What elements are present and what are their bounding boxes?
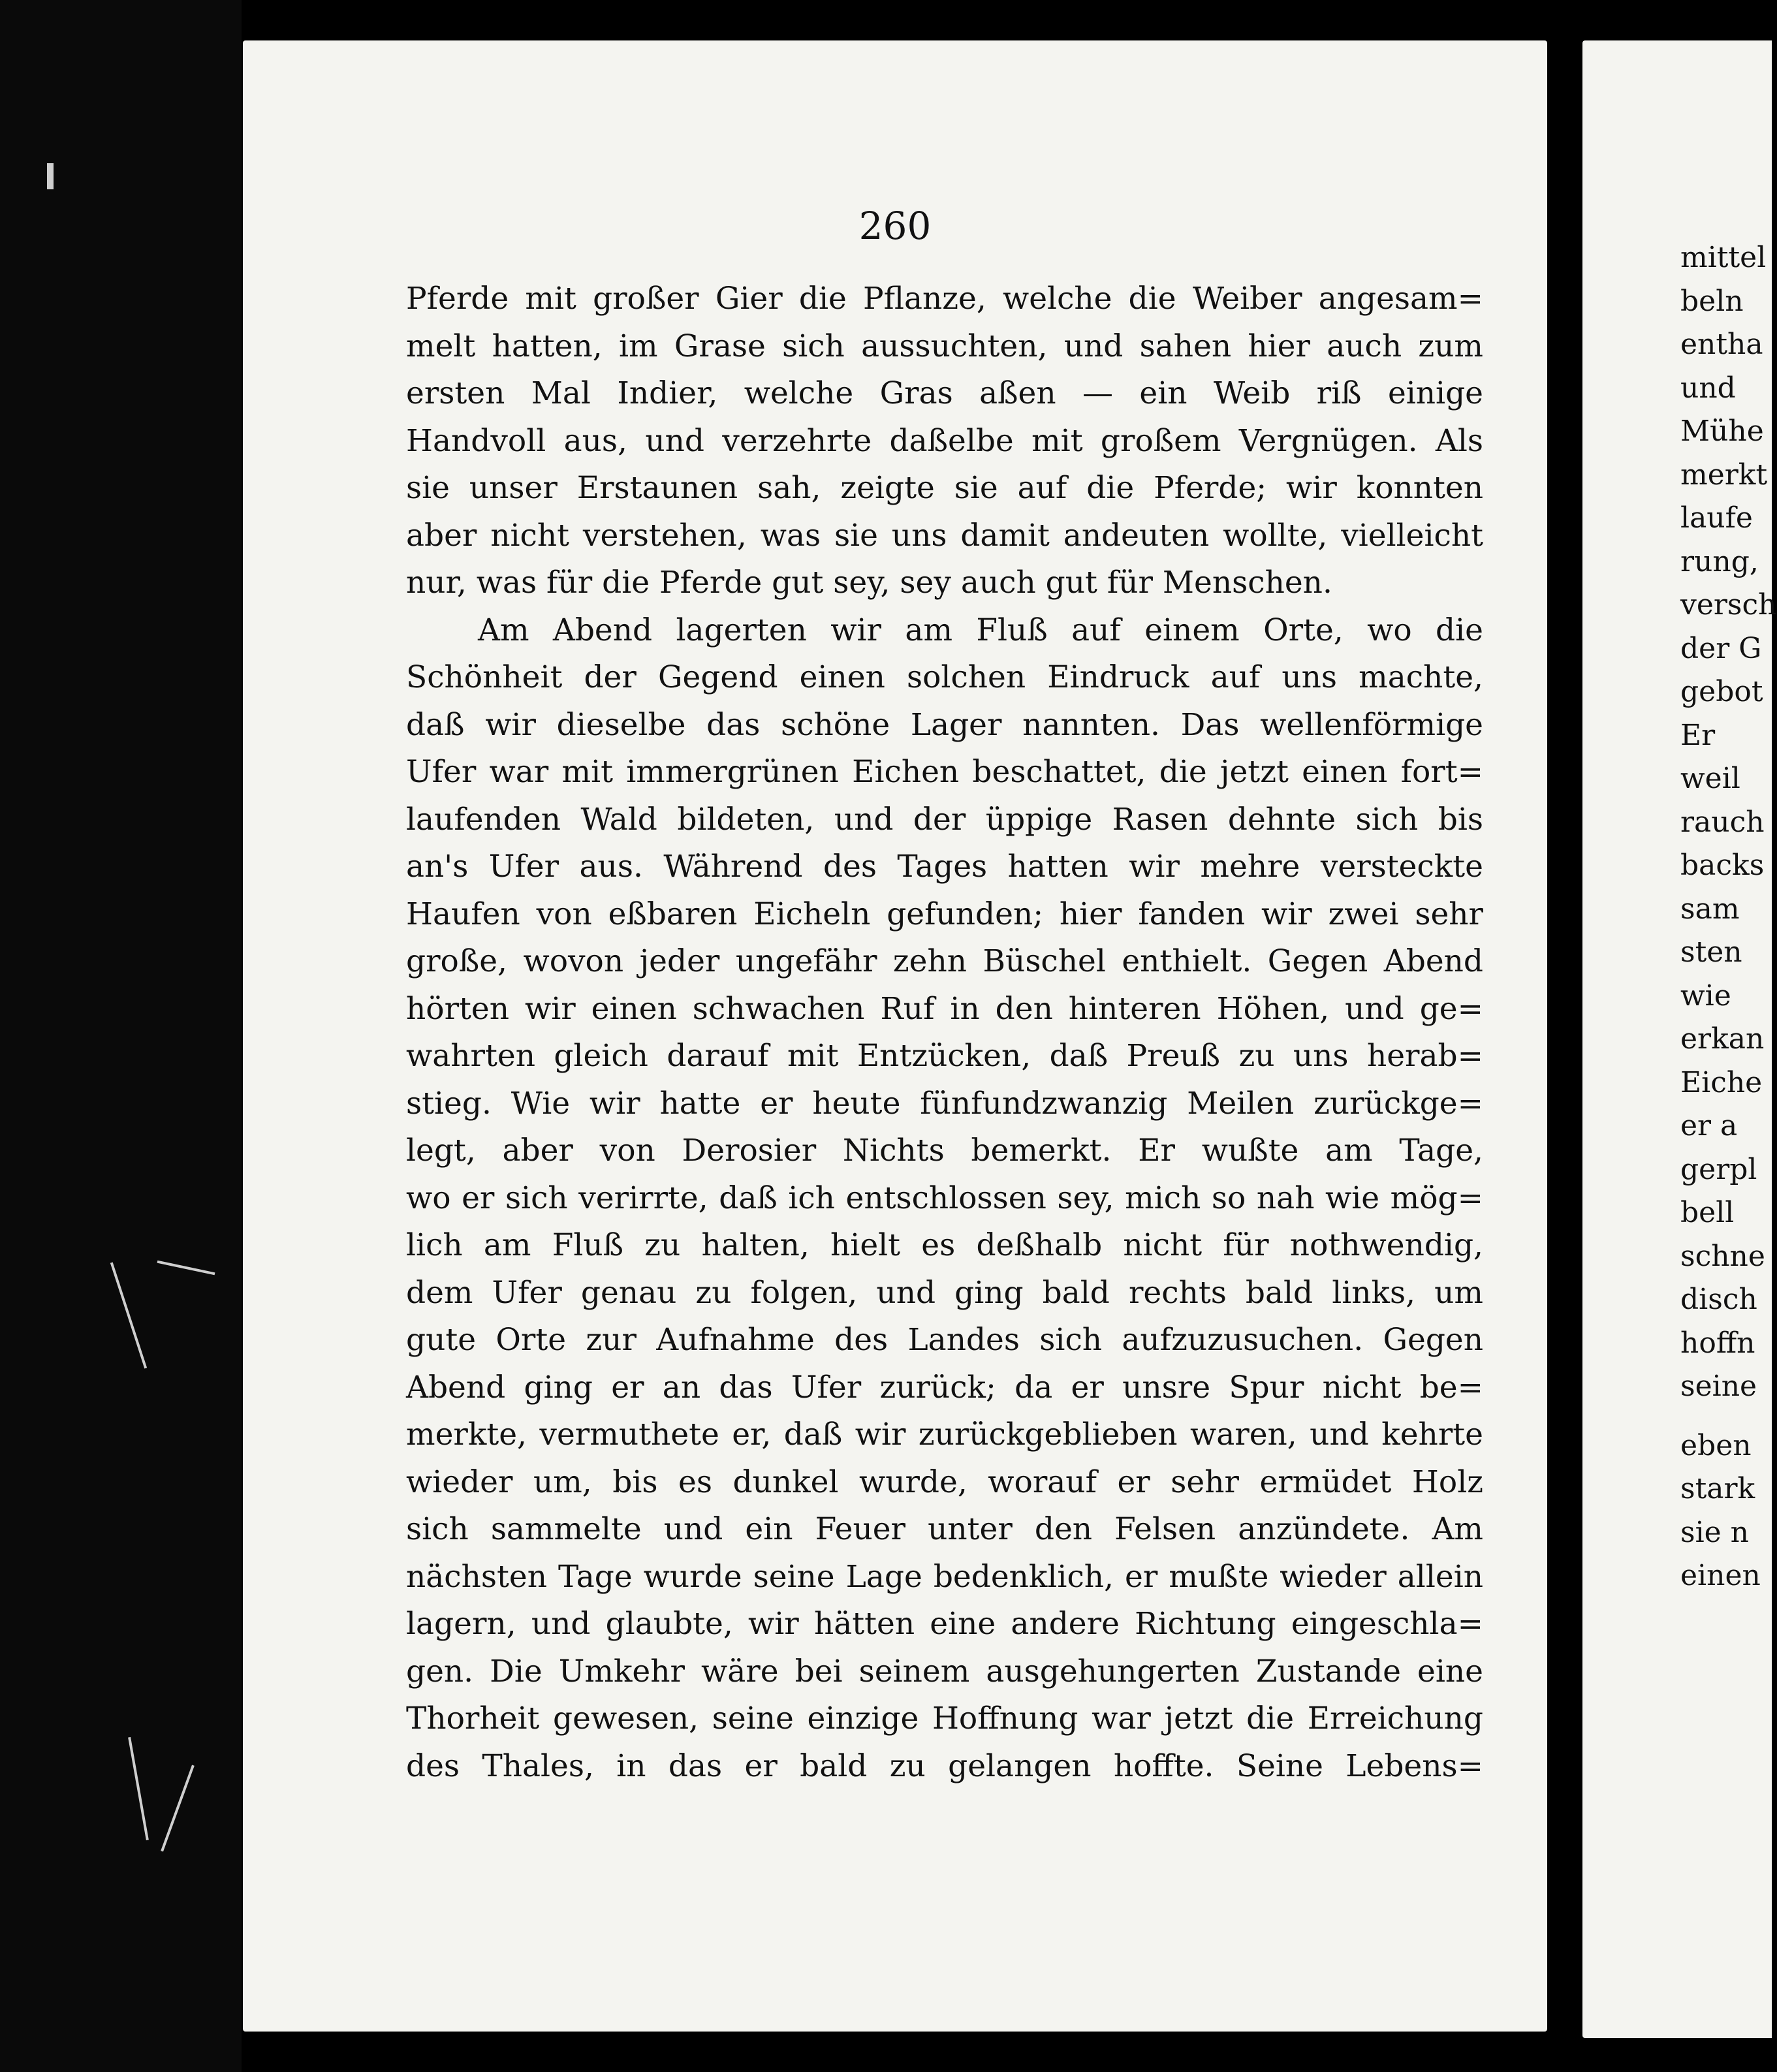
- text-line: Schönheit der Gegend einen solchen Eindruck auf uns machte,: [406, 659, 1483, 695]
- text-line: wahrten gleich darauf mit Entzücken, daß Preuß zu uns herab=: [406, 1038, 1483, 1074]
- page-number: 260: [858, 204, 932, 248]
- page-body-text: [406, 275, 1483, 1790]
- text-line: gute Orte zur Aufnahme des Landes sich aufzuzusuchen. Gegen: [406, 1322, 1483, 1358]
- text-line: er a: [1680, 1109, 1738, 1142]
- text-line: beln: [1680, 284, 1744, 318]
- text-line: versch: [1680, 588, 1777, 621]
- text-line: Er: [1680, 718, 1716, 752]
- text-line: mittel: [1680, 241, 1767, 274]
- text-line: sten: [1680, 935, 1742, 969]
- text-line: schne: [1680, 1239, 1765, 1273]
- text-line: große, wovon jeder ungefähr zehn Büschel enthielt. Gegen Abend: [406, 943, 1483, 979]
- spine-scratch-mark: [110, 1263, 147, 1369]
- text-line: stieg. Wie wir hatte er heute fünfundzwanzig Meilen zurückge=: [406, 1085, 1483, 1122]
- facing-page-text: [1680, 236, 1777, 1598]
- text-line: melt hatten, im Grase sich aussuchten, und sahen hier auch zum: [406, 328, 1483, 364]
- text-line: seine: [1680, 1370, 1757, 1403]
- text-line: hoffn: [1680, 1326, 1755, 1360]
- text-line: gen. Die Umkehr wäre bei seinem ausgehungerten Zustande eine: [406, 1653, 1483, 1689]
- text-line: erkan: [1680, 1022, 1765, 1056]
- text-line: entha: [1680, 328, 1763, 361]
- text-line: daß wir dieselbe das schöne Lager nannten. Das wellenförmige: [406, 706, 1483, 743]
- text-line: laufe: [1680, 501, 1753, 535]
- text-line: wieder um, bis es dunkel wurde, worauf er sehr ermüdet Holz: [406, 1464, 1483, 1500]
- text-line: backs: [1680, 849, 1765, 882]
- text-line: Thorheit gewesen, seine einzige Hoffnung war jetzt die Erreichung: [406, 1701, 1483, 1736]
- text-line: Pferde mit großer Gier die Pflanze, welche die Weiber angesam=: [406, 281, 1483, 317]
- text-line: nächsten Tage wurde seine Lage bedenklich, er mußte wieder allein: [406, 1558, 1483, 1595]
- text-line: Eiche: [1680, 1065, 1763, 1099]
- text-line: sie unser Erstaunen sah, zeigte sie auf die Pferde; wir konnten: [406, 470, 1483, 506]
- text-line: eben: [1680, 1428, 1752, 1462]
- text-line: wo er sich verirrte, daß ich entschlossen sey, mich so nah wie mög=: [406, 1180, 1483, 1216]
- text-line: Ufer war mit immergrünen Eichen beschattet, die jetzt einen fort=: [406, 754, 1483, 790]
- spine-scratch-mark: [161, 1765, 195, 1852]
- text-line: lagern, und glaubte, wir hätten eine andere Richtung eingeschla=: [406, 1606, 1483, 1642]
- text-line: wie: [1680, 979, 1731, 1012]
- text-line: disch: [1680, 1283, 1757, 1316]
- text-line: Mühe: [1680, 415, 1764, 448]
- text-line: rung,: [1680, 544, 1759, 578]
- text-line: einen: [1680, 1559, 1761, 1592]
- text-line: merkte, vermuthete er, daß wir zurückgeblieben waren, und kehrte: [406, 1417, 1483, 1452]
- text-line: Handvoll aus, und verzehrte daßelbe mit großem Vergnügen. Als: [406, 422, 1483, 459]
- text-line: bell: [1680, 1196, 1735, 1229]
- book-spine-shadow: [0, 0, 242, 2072]
- text-line: sich sammelte und ein Feuer unter den Felsen anzündete. Am: [406, 1511, 1483, 1547]
- text-line: an's Ufer aus. Während des Tages hatten wir mehre versteckte: [406, 849, 1483, 885]
- text-line: lich am Fluß zu halten, hielt es deßhalb nicht für nothwendig,: [406, 1227, 1483, 1263]
- text-line: Haufen von eßbaren Eicheln gefunden; hier fanden wir zwei sehr: [406, 896, 1483, 932]
- text-line: gerpl: [1680, 1152, 1757, 1186]
- facing-page-edge: [1582, 40, 1777, 2038]
- text-line: rauch: [1680, 805, 1765, 839]
- left-page: [243, 40, 1547, 2032]
- text-line: des Thales, in das er bald zu gelangen hoffte. Seine Lebens=: [406, 1748, 1483, 1784]
- text-line: aber nicht verstehen, was sie uns damit andeuten wollte, vielleicht: [406, 517, 1483, 554]
- text-line: merkt: [1680, 458, 1768, 492]
- text-line: nur, was für die Pferde gut sey, sey auch gut für Menschen.: [406, 565, 1332, 601]
- text-line: stark: [1680, 1472, 1755, 1505]
- text-line: sie n: [1680, 1515, 1750, 1549]
- text-line: der G: [1680, 631, 1762, 665]
- text-line: ersten Mal Indier, welche Gras aßen — ein Weib riß einige: [406, 375, 1483, 411]
- text-line: dem Ufer genau zu folgen, und ging bald rechts bald links, um: [406, 1274, 1483, 1311]
- spine-scratch-mark: [128, 1737, 149, 1840]
- text-line: gebot: [1680, 675, 1763, 708]
- spine-scratch-mark: [157, 1261, 215, 1276]
- text-line: laufenden Wald bildeten, und der üppige Rasen dehnte sich bis: [406, 801, 1483, 838]
- spine-scratch-mark: [47, 163, 54, 189]
- text-line: legt, aber von Derosier Nichts bemerkt. Er wußte am Tage,: [406, 1133, 1483, 1169]
- text-line: weil: [1680, 762, 1740, 795]
- text-line: sam: [1680, 892, 1740, 926]
- text-line: Am Abend lagerten wir am Fluß auf einem Orte, wo die: [478, 612, 1483, 648]
- text-line: und: [1680, 371, 1736, 405]
- text-line: Abend ging er an das Ufer zurück; da er unsre Spur nicht be=: [406, 1369, 1483, 1405]
- text-line: hörten wir einen schwachen Ruf in den hinteren Höhen, und ge=: [406, 990, 1483, 1027]
